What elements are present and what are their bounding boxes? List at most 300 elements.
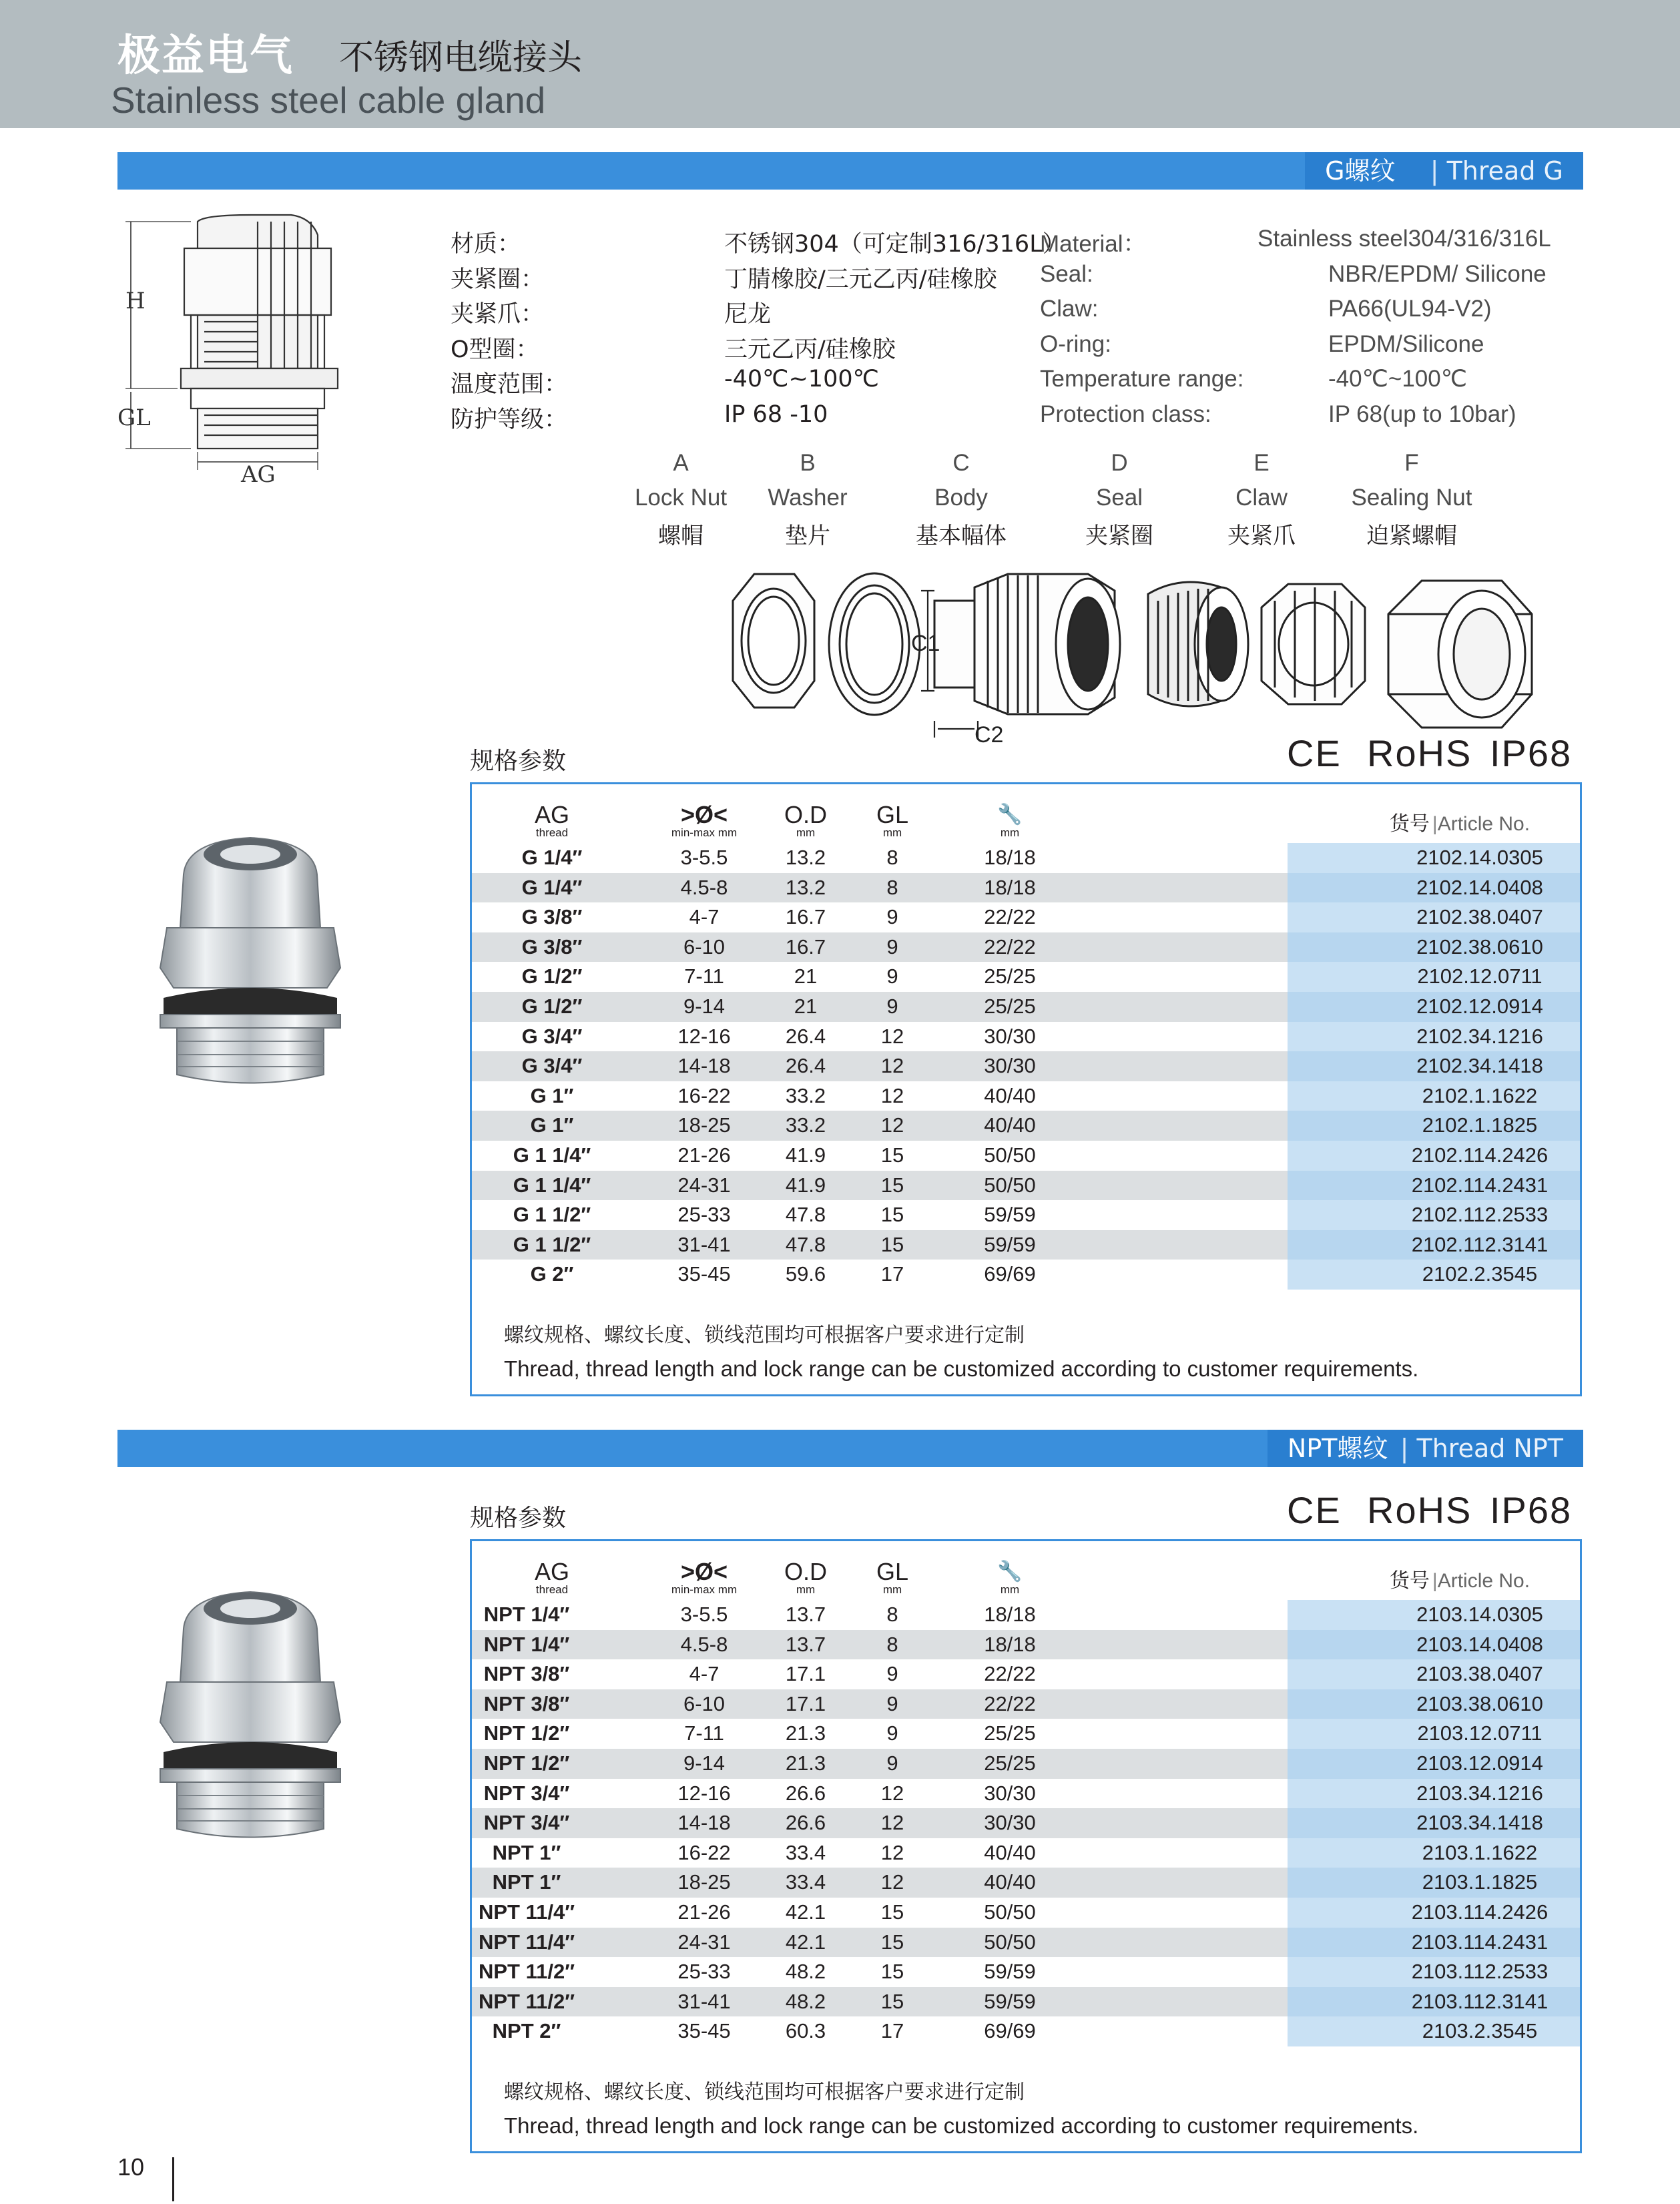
cell-range: 6-10 bbox=[683, 1691, 726, 1715]
cell-wrench: 40/40 bbox=[984, 1113, 1036, 1137]
cell-range: 21-26 bbox=[677, 1143, 731, 1167]
cell-article: 2103.14.0408 bbox=[1416, 1632, 1543, 1656]
spec-label-cn: 夹紧爪： bbox=[451, 301, 545, 328]
cell-gl: 17 bbox=[880, 1262, 904, 1286]
table-row bbox=[472, 1898, 1580, 1928]
table-row bbox=[472, 1260, 1580, 1290]
header-wrench-unit: mm bbox=[1000, 826, 1020, 839]
cell-od: 13.2 bbox=[785, 846, 826, 869]
header-wrench bbox=[950, 1560, 1070, 1596]
cell-article: 2103.12.0914 bbox=[1416, 1751, 1543, 1775]
cell-range: 31-41 bbox=[677, 1232, 731, 1256]
cell-article: 2103.14.0305 bbox=[1416, 1603, 1543, 1626]
cert-ip-g: IP68 bbox=[1490, 732, 1573, 774]
header-ag bbox=[492, 1560, 612, 1596]
cell-od: 42.1 bbox=[785, 1900, 826, 1924]
table-row bbox=[472, 1749, 1580, 1779]
header-od-label: O.D bbox=[784, 801, 827, 828]
cell-ag: NPT 11/4″ bbox=[478, 1900, 575, 1924]
table-row bbox=[472, 1111, 1580, 1141]
cell-range: 9-14 bbox=[683, 1751, 726, 1775]
seal-part bbox=[1148, 582, 1248, 706]
cell-range: 16-22 bbox=[677, 1840, 731, 1864]
spec-value-en: EPDM/Silicone bbox=[1328, 330, 1484, 357]
cell-range: 12-16 bbox=[677, 1781, 731, 1805]
cell-od: 21.3 bbox=[785, 1721, 826, 1745]
cell-ag: G 1/2″ bbox=[521, 965, 583, 989]
table-row bbox=[472, 2016, 1580, 2046]
part-name-cn: 螺帽 bbox=[658, 523, 704, 549]
cell-wrench: 30/30 bbox=[984, 1781, 1036, 1805]
part-name-en: Claw bbox=[1235, 485, 1288, 511]
cell-od: 26.4 bbox=[785, 1024, 826, 1048]
wrench-icon: 🔧 bbox=[997, 1561, 1023, 1583]
cell-article: 2102.2.3545 bbox=[1422, 1262, 1538, 1286]
cell-article: 2102.1.1825 bbox=[1422, 1113, 1538, 1137]
product-photo-npt bbox=[147, 1582, 354, 1842]
section-label-en: Thread NPT bbox=[1416, 1434, 1563, 1463]
cell-wrench: 22/22 bbox=[984, 1691, 1036, 1715]
cell-od: 33.2 bbox=[785, 1083, 826, 1107]
cell-range: 4-7 bbox=[689, 905, 720, 929]
spec-value-cn: 尼龙 bbox=[724, 301, 772, 328]
cell-gl: 17 bbox=[880, 2019, 904, 2043]
cell-range: 7-11 bbox=[684, 1721, 724, 1745]
table-row bbox=[472, 873, 1580, 903]
cell-od: 16.7 bbox=[785, 934, 826, 958]
cell-ag: G 1/4″ bbox=[521, 846, 583, 869]
cell-gl: 9 bbox=[886, 965, 898, 989]
spec-label-cn: 材质： bbox=[451, 231, 521, 258]
cell-ag: NPT 2″ bbox=[492, 2019, 561, 2043]
cell-wrench: 22/22 bbox=[984, 934, 1036, 958]
spec-value-en: -40℃~100℃ bbox=[1328, 366, 1468, 392]
spec-value-cn: IP 68 -10 bbox=[724, 400, 828, 428]
cell-wrench: 69/69 bbox=[984, 2019, 1036, 2043]
cell-od: 13.7 bbox=[785, 1603, 826, 1626]
cell-wrench: 50/50 bbox=[984, 1900, 1036, 1924]
spec-value-cn: 不锈钢304（可定制316/316L） bbox=[724, 231, 1066, 258]
spec-label-cn: 防护等级： bbox=[451, 406, 568, 433]
cell-ag: NPT 1/2″ bbox=[483, 1721, 570, 1745]
cell-od: 33.4 bbox=[785, 1840, 826, 1864]
cell-od: 47.8 bbox=[785, 1232, 826, 1256]
cell-gl: 12 bbox=[880, 1870, 904, 1894]
section-bar-thread-npt bbox=[117, 1430, 1583, 1467]
cell-od: 26.6 bbox=[785, 1781, 826, 1805]
cell-gl: 12 bbox=[880, 1024, 904, 1048]
cell-ag: NPT 1/2″ bbox=[483, 1751, 570, 1775]
cell-range: 21-26 bbox=[677, 1900, 731, 1924]
cell-wrench: 59/59 bbox=[984, 1232, 1036, 1256]
cell-range: 4-7 bbox=[689, 1662, 720, 1686]
header-wrench bbox=[950, 803, 1070, 839]
header-ag-label: AG bbox=[534, 1558, 569, 1585]
exploded-view-drawing bbox=[714, 561, 1555, 748]
table-row bbox=[472, 962, 1580, 992]
table-header bbox=[472, 784, 1580, 843]
dim-label-ag: AG bbox=[241, 461, 276, 488]
spec-title-g: 规格参数 bbox=[470, 748, 567, 775]
note-cn: 螺纹规格、螺纹长度、锁线范围均可根据客户要求进行定制 bbox=[504, 1324, 1025, 1347]
header-diameter-unit: min-max mm bbox=[671, 1583, 738, 1596]
cell-range: 4.5-8 bbox=[680, 1632, 728, 1656]
cell-range: 14-18 bbox=[677, 1811, 731, 1835]
cell-article: 2102.38.0407 bbox=[1416, 905, 1543, 929]
header-gl bbox=[832, 1560, 952, 1596]
cell-od: 41.9 bbox=[785, 1173, 826, 1197]
header-article-no bbox=[1346, 1564, 1573, 1593]
cell-wrench: 59/59 bbox=[984, 1960, 1036, 1984]
cell-wrench: 18/18 bbox=[984, 846, 1036, 869]
cell-wrench: 25/25 bbox=[984, 965, 1036, 989]
cell-range: 6-10 bbox=[683, 934, 726, 958]
cell-range: 9-14 bbox=[683, 994, 726, 1018]
article-label-sep: | bbox=[1432, 813, 1438, 835]
cell-gl: 12 bbox=[880, 1811, 904, 1835]
cell-wrench: 30/30 bbox=[984, 1024, 1036, 1048]
cell-ag: NPT 3/8″ bbox=[483, 1662, 570, 1686]
header-ag bbox=[492, 803, 612, 839]
table-header bbox=[472, 1541, 1580, 1600]
header-od-label: O.D bbox=[784, 1558, 827, 1585]
cert-rohs-g: RoHS bbox=[1367, 732, 1472, 774]
cell-gl: 9 bbox=[886, 1662, 898, 1686]
cell-ag: NPT 11/4″ bbox=[478, 1930, 575, 1954]
cell-wrench: 18/18 bbox=[984, 1632, 1036, 1656]
spec-label-cn: 夹紧圈： bbox=[451, 266, 545, 293]
cell-ag: NPT 11/2″ bbox=[478, 1989, 575, 2013]
brand-name: 极益电气 bbox=[117, 31, 294, 81]
product-photo-g bbox=[147, 828, 354, 1088]
table-row bbox=[472, 1022, 1580, 1052]
cell-od: 48.2 bbox=[785, 1960, 826, 1984]
table-row bbox=[472, 1630, 1580, 1660]
cell-ag: G 3/8″ bbox=[521, 934, 583, 958]
spec-value-en: NBR/EPDM/ Silicone bbox=[1328, 260, 1547, 287]
cell-gl: 9 bbox=[886, 994, 898, 1018]
cell-gl: 15 bbox=[880, 1989, 904, 2013]
cell-range: 18-25 bbox=[677, 1113, 731, 1137]
table-row bbox=[472, 1600, 1580, 1630]
section-label-thread-g bbox=[1305, 152, 1583, 190]
cell-article: 2103.112.3141 bbox=[1411, 1989, 1549, 2013]
claw-part bbox=[1262, 584, 1365, 704]
cell-gl: 12 bbox=[880, 1083, 904, 1107]
cell-od: 16.7 bbox=[785, 905, 826, 929]
cell-wrench: 25/25 bbox=[984, 994, 1036, 1018]
note-en: Thread, thread length and lock range can be customized according to customer requirements. bbox=[504, 1356, 1419, 1381]
cell-range: 18-25 bbox=[677, 1870, 731, 1894]
table-row bbox=[472, 1779, 1580, 1809]
cell-article: 2102.14.0408 bbox=[1416, 875, 1543, 899]
cell-gl: 15 bbox=[880, 1232, 904, 1256]
spec-table-g bbox=[470, 782, 1582, 1396]
header-gl-label: GL bbox=[876, 801, 909, 828]
cell-od: 17.1 bbox=[785, 1691, 826, 1715]
cell-od: 13.7 bbox=[785, 1632, 826, 1656]
cell-article: 2103.1.1622 bbox=[1422, 1840, 1538, 1864]
spec-label-en: Seal: bbox=[1040, 260, 1093, 287]
spec-label-en: Claw: bbox=[1040, 296, 1099, 322]
cell-ag: G 1 1/2″ bbox=[513, 1203, 591, 1227]
cell-gl: 9 bbox=[886, 1751, 898, 1775]
cell-od: 48.2 bbox=[785, 1989, 826, 2013]
dim-label-c1: C1 bbox=[911, 631, 940, 656]
cell-article: 2102.38.0610 bbox=[1416, 934, 1543, 958]
cell-article: 2102.12.0914 bbox=[1416, 994, 1543, 1018]
sealing-nut-part bbox=[1388, 581, 1532, 728]
cell-article: 2102.14.0305 bbox=[1416, 846, 1543, 869]
article-label-sep: | bbox=[1432, 1570, 1438, 1592]
table-row bbox=[472, 932, 1580, 962]
cell-article: 2102.114.2426 bbox=[1411, 1143, 1549, 1167]
cell-ag: G 2″ bbox=[530, 1262, 574, 1286]
part-name-cn: 夹紧圈 bbox=[1085, 523, 1153, 549]
dim-label-gl: GL bbox=[117, 404, 151, 431]
cell-ag: NPT 3/8″ bbox=[483, 1691, 570, 1715]
spec-label-en: O-ring: bbox=[1040, 330, 1111, 357]
cell-article: 2102.1.1622 bbox=[1422, 1083, 1538, 1107]
table-row bbox=[472, 1051, 1580, 1081]
cell-gl: 15 bbox=[880, 1930, 904, 1954]
header-diameter-unit: min-max mm bbox=[671, 826, 738, 839]
cell-ag: G 1″ bbox=[530, 1083, 574, 1107]
cert-rohs-npt: RoHS bbox=[1367, 1489, 1472, 1531]
cell-article: 2102.12.0711 bbox=[1417, 965, 1543, 989]
article-label-cn: 货号 bbox=[1389, 813, 1430, 835]
spec-value-en: Stainless steel304/316/316L bbox=[1257, 226, 1551, 252]
cell-wrench: 59/59 bbox=[984, 1203, 1036, 1227]
body-part bbox=[934, 574, 1120, 714]
cell-ag: G 1 1/4″ bbox=[513, 1173, 591, 1197]
cert-ce-npt: CE bbox=[1287, 1489, 1342, 1531]
table-row bbox=[472, 1200, 1580, 1230]
part-letter: F bbox=[1404, 450, 1419, 476]
article-label-cn: 货号 bbox=[1389, 1570, 1430, 1592]
table-row bbox=[472, 1928, 1580, 1958]
cell-range: 3-5.5 bbox=[680, 1603, 728, 1626]
cell-article: 2102.114.2431 bbox=[1411, 1173, 1549, 1197]
part-name-cn: 迫紧螺帽 bbox=[1366, 523, 1457, 549]
cell-gl: 12 bbox=[880, 1113, 904, 1137]
header-gl-unit: mm bbox=[882, 826, 902, 839]
cell-range: 4.5-8 bbox=[680, 875, 728, 899]
cell-article: 2103.38.0610 bbox=[1416, 1691, 1543, 1715]
page-number-divider bbox=[172, 2157, 174, 2201]
cert-ce-g: CE bbox=[1287, 732, 1342, 774]
part-name-en: Lock Nut bbox=[634, 485, 728, 511]
cell-wrench: 22/22 bbox=[984, 1662, 1036, 1686]
table-row bbox=[472, 1171, 1580, 1201]
cell-wrench: 50/50 bbox=[984, 1143, 1036, 1167]
cell-range: 31-41 bbox=[677, 1989, 731, 2013]
cell-range: 3-5.5 bbox=[680, 846, 728, 869]
cell-ag: NPT 1″ bbox=[492, 1840, 561, 1864]
section-label-cn: G螺纹 bbox=[1325, 156, 1396, 186]
header-od-unit: mm bbox=[796, 1583, 816, 1596]
header-gl-label: GL bbox=[876, 1558, 909, 1585]
cell-range: 12-16 bbox=[677, 1024, 731, 1048]
table-row bbox=[472, 1689, 1580, 1719]
table-row bbox=[472, 843, 1580, 873]
table-row bbox=[472, 992, 1580, 1022]
table-row bbox=[472, 1868, 1580, 1898]
cell-article: 2103.34.1418 bbox=[1416, 1811, 1543, 1835]
cell-range: 16-22 bbox=[677, 1083, 731, 1107]
diameter-icon: >Ø< bbox=[680, 801, 728, 828]
table-row bbox=[472, 1838, 1580, 1868]
cell-gl: 12 bbox=[880, 1781, 904, 1805]
table-row bbox=[472, 1141, 1580, 1171]
cell-gl: 15 bbox=[880, 1960, 904, 1984]
cell-range: 24-31 bbox=[677, 1173, 731, 1197]
cell-wrench: 40/40 bbox=[984, 1083, 1036, 1107]
cell-od: 26.4 bbox=[785, 1054, 826, 1078]
part-name-en: Washer bbox=[768, 485, 848, 511]
note-cn: 螺纹规格、螺纹长度、锁线范围均可根据客户要求进行定制 bbox=[504, 2081, 1025, 2104]
spec-title-npt: 规格参数 bbox=[470, 1504, 567, 1532]
cell-ag: NPT 3/4″ bbox=[483, 1811, 570, 1835]
cell-gl: 9 bbox=[886, 1721, 898, 1745]
cell-od: 13.2 bbox=[785, 875, 826, 899]
part-name-en: Seal bbox=[1095, 485, 1143, 511]
table-row bbox=[472, 1659, 1580, 1689]
dim-label-c2: C2 bbox=[974, 722, 1004, 748]
header-wrench-unit: mm bbox=[1000, 1583, 1020, 1596]
section-label-sep: | bbox=[1400, 1434, 1409, 1463]
header-od-unit: mm bbox=[796, 826, 816, 839]
cell-article: 2103.38.0407 bbox=[1416, 1662, 1543, 1686]
cell-od: 42.1 bbox=[785, 1930, 826, 1954]
part-letter: D bbox=[1111, 450, 1128, 476]
spec-value-cn: -40℃~100℃ bbox=[724, 366, 879, 392]
cell-article: 2103.112.2533 bbox=[1411, 1960, 1549, 1984]
cell-gl: 9 bbox=[886, 934, 898, 958]
cell-od: 41.9 bbox=[785, 1143, 826, 1167]
cell-od: 47.8 bbox=[785, 1203, 826, 1227]
part-name-en: Body bbox=[934, 485, 988, 511]
cell-ag: G 1/2″ bbox=[521, 994, 583, 1018]
table-row bbox=[472, 1808, 1580, 1838]
cell-wrench: 59/59 bbox=[984, 1989, 1036, 2013]
cell-article: 2103.2.3545 bbox=[1422, 2019, 1538, 2043]
part-letter: A bbox=[673, 450, 689, 476]
cert-ip-npt: IP68 bbox=[1490, 1489, 1573, 1531]
section-label-cn: NPT螺纹 bbox=[1287, 1434, 1388, 1463]
cell-wrench: 25/25 bbox=[984, 1751, 1036, 1775]
article-label-en: Article No. bbox=[1437, 1570, 1530, 1592]
table-row bbox=[472, 1987, 1580, 2017]
header-ag-label: AG bbox=[534, 801, 569, 828]
cell-ag: G 1″ bbox=[530, 1113, 574, 1137]
wrench-icon: 🔧 bbox=[997, 804, 1023, 826]
spec-label-en: Material： bbox=[1040, 231, 1147, 257]
diameter-icon: >Ø< bbox=[680, 1558, 728, 1585]
cell-wrench: 69/69 bbox=[984, 1262, 1036, 1286]
cell-gl: 8 bbox=[886, 846, 898, 869]
cell-od: 26.6 bbox=[785, 1811, 826, 1835]
part-name-cn: 垫片 bbox=[785, 523, 830, 549]
cell-ag: G 3/8″ bbox=[521, 905, 583, 929]
cell-range: 35-45 bbox=[677, 1262, 731, 1286]
header-gl-unit: mm bbox=[882, 1583, 902, 1596]
cell-od: 33.4 bbox=[785, 1870, 826, 1894]
table-row bbox=[472, 1230, 1580, 1260]
cell-gl: 8 bbox=[886, 1603, 898, 1626]
cell-wrench: 40/40 bbox=[984, 1870, 1036, 1894]
cell-article: 2102.112.3141 bbox=[1411, 1232, 1549, 1256]
cell-ag: NPT 1/4″ bbox=[483, 1632, 570, 1656]
cell-article: 2103.12.0711 bbox=[1417, 1721, 1543, 1745]
table-row bbox=[472, 1719, 1580, 1749]
table-row bbox=[472, 1957, 1580, 1987]
part-name-cn: 夹紧爪 bbox=[1227, 523, 1296, 549]
article-label-en: Article No. bbox=[1437, 813, 1530, 835]
cell-od: 33.2 bbox=[785, 1113, 826, 1137]
cell-range: 7-11 bbox=[684, 965, 724, 989]
part-letter: B bbox=[800, 450, 816, 476]
cell-wrench: 18/18 bbox=[984, 875, 1036, 899]
table-row bbox=[472, 1081, 1580, 1111]
cell-gl: 9 bbox=[886, 1691, 898, 1715]
cell-article: 2102.34.1216 bbox=[1416, 1024, 1543, 1048]
part-letter: C bbox=[952, 450, 970, 476]
cell-gl: 12 bbox=[880, 1054, 904, 1078]
part-letter: E bbox=[1253, 450, 1270, 476]
cell-article: 2103.34.1216 bbox=[1416, 1781, 1543, 1805]
cell-wrench: 18/18 bbox=[984, 1603, 1036, 1626]
cell-gl: 8 bbox=[886, 1632, 898, 1656]
cell-ag: G 1 1/2″ bbox=[513, 1232, 591, 1256]
cell-wrench: 30/30 bbox=[984, 1811, 1036, 1835]
part-name-cn: 基本幅体 bbox=[916, 523, 1007, 549]
cell-wrench: 50/50 bbox=[984, 1173, 1036, 1197]
spec-value-en: IP 68(up to 10bar) bbox=[1328, 400, 1516, 427]
cell-range: 24-31 bbox=[677, 1930, 731, 1954]
dimension-drawing bbox=[117, 208, 384, 495]
cell-gl: 15 bbox=[880, 1173, 904, 1197]
cell-ag: NPT 1/4″ bbox=[483, 1603, 570, 1626]
cell-range: 25-33 bbox=[677, 1203, 731, 1227]
cell-article: 2103.1.1825 bbox=[1422, 1870, 1538, 1894]
cell-article: 2102.34.1418 bbox=[1416, 1054, 1543, 1078]
cell-gl: 12 bbox=[880, 1840, 904, 1864]
product-title-en: Stainless steel cable gland bbox=[111, 79, 546, 121]
cell-ag: NPT 1″ bbox=[492, 1870, 561, 1894]
cell-wrench: 25/25 bbox=[984, 1721, 1036, 1745]
cell-ag: G 1/4″ bbox=[521, 875, 583, 899]
cell-od: 21.3 bbox=[785, 1751, 826, 1775]
spec-label-en: Protection class: bbox=[1040, 400, 1211, 427]
cell-gl: 8 bbox=[886, 875, 898, 899]
note-en: Thread, thread length and lock range can be customized according to customer requirements. bbox=[504, 2113, 1419, 2138]
cell-ag: NPT 11/2″ bbox=[478, 1960, 575, 1984]
cell-range: 14-18 bbox=[677, 1054, 731, 1078]
cell-od: 59.6 bbox=[785, 1262, 826, 1286]
spec-value-cn: 三元乙丙/硅橡胶 bbox=[724, 336, 896, 363]
cell-gl: 15 bbox=[880, 1203, 904, 1227]
product-title-cn: 不锈钢电缆接头 bbox=[339, 38, 583, 78]
dim-label-h: H bbox=[125, 288, 146, 314]
cell-article: 2103.114.2431 bbox=[1411, 1930, 1549, 1954]
header-ag-unit: thread bbox=[535, 826, 569, 839]
header-article-no bbox=[1346, 807, 1573, 836]
section-bar-thread-g bbox=[117, 152, 1583, 190]
cell-od: 60.3 bbox=[785, 2019, 826, 2043]
cell-range: 25-33 bbox=[677, 1960, 731, 1984]
section-label-sep: | bbox=[1430, 156, 1439, 186]
